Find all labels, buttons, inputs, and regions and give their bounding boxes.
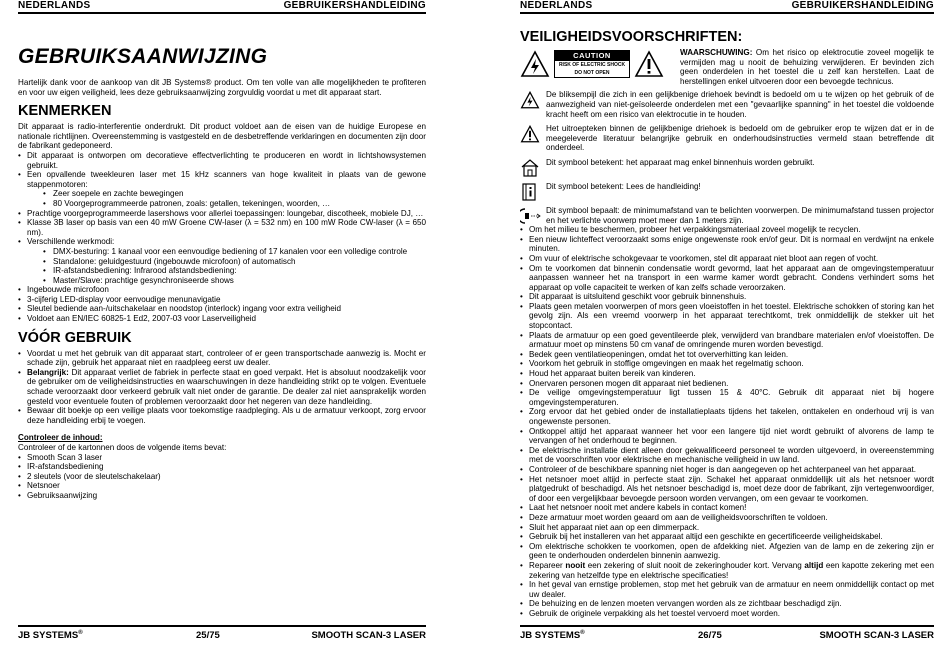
page-footer bbox=[18, 625, 426, 642]
list-item: • De elektrische installatie dient alleen door gekwalificeerd personeel te worden uitgevoerd, in overeenstemming met de voorschriften voor elektrische en mechanische veiligheid in uw land. bbox=[520, 446, 934, 465]
caution-shock-text: RISK OF ELECTRIC SHOCK bbox=[558, 62, 626, 68]
list-item: • Controleer of de beschikbare spanning niet hoger is dan aangegeven op het achterpaneel van het apparaat. bbox=[520, 465, 934, 475]
page-footer bbox=[520, 625, 934, 642]
symbol-book-row bbox=[520, 182, 934, 201]
book-symbol-text: Dit symbool betekent: Lees de handleiding! bbox=[546, 181, 701, 191]
list-item: • Houd het apparaat buiten bereik van kinderen. bbox=[520, 369, 934, 379]
warning-block bbox=[520, 48, 934, 86]
footer-brand bbox=[18, 630, 83, 641]
exclamation-symbol-text: Het uitroepteken binnen de gelijkbenige driehoek is bedoeld om de gebruiker erop te wijzen dat er in de meegeleverde literatuur belangrijke gebruik en onderhoudsinstructies vermeld staan betreffende dit onderdeel. bbox=[546, 124, 934, 153]
contents-heading: Controleer de inhoud: bbox=[18, 433, 103, 443]
list-item: • De veilige omgevingstemperatuur ligt tussen 15 & 40°C. Gebruik dit apparaat niet bij hogere omgevingstemperaturen. bbox=[520, 388, 934, 407]
footer-page-number: 25/75 bbox=[196, 630, 220, 641]
list-item: • Netsnoer bbox=[18, 481, 426, 491]
list-item: • 2 sleutels (voor de sleutelschakelaar) bbox=[18, 472, 426, 482]
right-page bbox=[520, 0, 934, 654]
list-item: • Gebruiksaanwijzing bbox=[18, 491, 426, 501]
list-item: • Zorg ervoor dat het gebied onder de installatieplaats tijdens het takelen, onttakelen en onderhoud vrij is van ongewenste personen. bbox=[520, 407, 934, 426]
before-use-list bbox=[18, 349, 426, 426]
intro-paragraph: Hartelijk dank voor de aankoop van dit JB Systems® product. Om ten volle van alle mogelijkheden te profiteren en voor uw eigen veiligheid, lees deze gebruiksaanwijzing zorgvuldig voordat u met dit apparaat start. bbox=[18, 78, 426, 97]
contents-paragraph: Controleer of de kartonnen doos de volgende items bevat: bbox=[18, 443, 227, 452]
header-manual-title: GEBRUIKERSHANDLEIDING bbox=[283, 0, 426, 11]
rule-text: Repareer bbox=[529, 560, 566, 570]
list-item: • Ingebouwde microfoon bbox=[18, 285, 426, 295]
manual-book-icon bbox=[520, 183, 540, 201]
list-item: • De behuizing en de lenzen moeten vervangen worden als ze zichtbaar beschadigd zijn. bbox=[520, 599, 934, 609]
rule-emphasis: nooit bbox=[565, 560, 586, 570]
list-item bbox=[18, 170, 426, 208]
list-item: • Deze armatuur moet worden geaard om aan de veiligheidsvoorschriften te voldoen. bbox=[520, 513, 934, 523]
list-item: • Standalone: geluidgestuurd (ingebouwde microfoon) of automatisch bbox=[27, 257, 426, 267]
warning-body: Om het risico op elektrocutie zoveel mogelijk te vermijden mag u nooit de behuizing verwijderen. Er bevinden zich geen onderdelen in het toestel die u zelf kan herstellen. Laat de herstellingen enkel uitvoeren door een bevoegde technicus. bbox=[680, 48, 934, 86]
list-item: • Dit apparaat is uitsluitend geschikt voor gebruik binnenshuis. bbox=[520, 292, 934, 302]
list-item: • Zeer soepele en zachte bewegingen bbox=[27, 189, 426, 199]
features-heading: KENMERKEN bbox=[18, 103, 112, 120]
list-item: • Om te voorkomen dat binnenin condensatie wordt gevormd, laat het apparaat aan de omgevingstemperatuur aanpassen wanneer het na transport in een warme kamer wordt gebracht. Condens verhindert soms het apparaat op volle capaciteit te werken of kan zelfs schade veroorzaken. bbox=[520, 264, 934, 293]
caution-box bbox=[554, 50, 630, 78]
list-item: • Sluit het apparaat niet aan op een dimmerpack. bbox=[520, 523, 934, 533]
list-item: • Onervaren personen mogen dit apparaat niet bedienen. bbox=[520, 379, 934, 389]
lightning-triangle-icon bbox=[520, 91, 540, 109]
footer-brand bbox=[520, 630, 585, 641]
features-paragraph: Dit apparaat is radio-interferentie onderdrukt. Dit product voldoet aan de eisen van de huidige Europese en nationale richtlijnen. Overeenstemming is vastgesteld en de desbetreffende verklaringen en documenten zijn door de fabrikant gedeponeerd. bbox=[18, 122, 426, 151]
list-item: • Gebruik de originele verpakking als het toestel vervoerd moet worden. bbox=[520, 609, 934, 619]
list-item: • Om vuur of elektrische schokgevaar te voorkomen, stel dit apparaat niet bloot aan regen of vocht. bbox=[520, 254, 934, 264]
symbol-house-row bbox=[520, 158, 934, 177]
safety-rules-list bbox=[520, 225, 934, 618]
header-language: NEDERLANDS bbox=[18, 0, 91, 11]
page-title: VEILIGHEIDSVOORSCHRIFTEN: bbox=[520, 29, 743, 45]
list-item: • 80 Voorgeprogrammeerde patronen, zoals: getallen, tekeningen, woorden, … bbox=[27, 199, 426, 209]
list-item: • Voorkom het gebruik in stoffige omgevingen en maak het regelmatig schoon. bbox=[520, 359, 934, 369]
symbol-distance-row bbox=[520, 206, 934, 225]
registered-mark: ® bbox=[580, 630, 585, 636]
list-item: • Dit apparaat is ontworpen om decoratieve effectverlichting te produceren en wordt in lichtshowsystemen gebruikt. bbox=[18, 151, 426, 170]
list-item: • In het geval van ernstige problemen, stop met het gebruik van de armatuur en neem onmiddellijk contact op met uw dealer. bbox=[520, 580, 934, 599]
list-item: • Gebruik bij het installeren van het apparaat altijd een geschikte en gecertificeerde veiligheidskabel. bbox=[520, 532, 934, 542]
list-item: • Om elektrische schokken te voorkomen, open de afdekking niet. Afgezien van de lamp en de zekering zijn er geen te onderhouden onderdelen binnenin aanwezig. bbox=[520, 542, 934, 561]
rule-emphasis: altijd bbox=[804, 560, 824, 570]
page-title: GEBRUIKSAANWIJZING bbox=[18, 45, 268, 68]
warning-label: WAARSCHUWING: bbox=[680, 48, 753, 57]
list-item: • Om het milieu te beschermen, probeer het verpakkingsmateriaal zoveel mogelijk te recyclen. bbox=[520, 225, 934, 235]
list-item: • IR-afstandsbediening: Infrarood afstandsbediening: bbox=[27, 266, 426, 276]
exclamation-triangle-icon bbox=[520, 125, 540, 143]
list-item: • Sleutel bediende aan-/uitschakelaar en noodstop (interlock) ingang voor extra veiligheid bbox=[18, 304, 426, 314]
footer-brand-text: JB SYSTEMS bbox=[520, 630, 581, 642]
indoor-house-icon bbox=[520, 159, 540, 177]
caution-label bbox=[520, 48, 680, 86]
caution-open-text: DO NOT OPEN bbox=[574, 70, 610, 76]
registered-mark: ® bbox=[78, 630, 83, 636]
house-symbol-text: Dit symbool betekent: het apparaat mag enkel binnenhuis worden gebruikt. bbox=[546, 157, 815, 167]
sub-list bbox=[27, 247, 426, 285]
list-item: • Het netsnoer moet altijd in perfecte staat zijn. Schakel het apparaat onmiddellijk uit als het netsnoer wordt platgedrukt of beschadigd. Als het netsnoer beschadigd is, moet deze door de fabrikant, zijn vertegenwoordiger, of door een vergelijkbaar bevoegde persoon worden vervangen, om een gevaar te voorkomen. bbox=[520, 475, 934, 504]
list-item: • DMX-besturing: 1 kanaal voor een eenvoudige bediening of 17 kanalen voor een volledige controle bbox=[27, 247, 426, 257]
list-item: • Laat het netsnoer nooit met andere kabels in contact komen! bbox=[520, 503, 934, 513]
header-manual-title: GEBRUIKERSHANDLEIDING bbox=[791, 0, 934, 11]
header-language: NEDERLANDS bbox=[520, 0, 593, 11]
list-item: • IR-afstandsbediening bbox=[18, 462, 426, 472]
before-use-heading: VÓÓR GEBRUIK bbox=[18, 329, 132, 346]
list-item: • Klasse 3B laser op basis van een 40 mW Groene CW-laser (λ = 532 nm) en 100 mW Rode CW-laser (λ = 650 nm). bbox=[18, 218, 426, 237]
list-item: • Plaats de armatuur op een goed geventileerde plek, verwijderd van brandbare materialen en/of vloeistoffen. De armatuur moet op minstens 50 cm vanaf de omringende muren worden bevestigd. bbox=[520, 331, 934, 350]
footer-brand-text: JB SYSTEMS bbox=[18, 630, 79, 642]
list-item: • Smooth Scan 3 laser bbox=[18, 453, 426, 463]
list-item: • Plaats geen metalen voorwerpen of mors geen vloeistoffen in het toestel. Elektrische schokken of storing kan het gevolg zijn. Als een vreemd voorwerp in het apparaat terechtkomt, trek onmiddellijk de stekker uit het stopcontact. bbox=[520, 302, 934, 331]
list-item-text: Dit apparaat verliet de fabriek in perfecte staat en goed verpakt. Het is absoluut noodzakelijk voor de gebruiker om de veiligheidsinstructies en waarschuwingen in deze handleiding strikt op te volgen. Eventuele schade veroorzaakt door verkeerd gebruik valt niet onder de garantie. De dealer zal niet aansprakelijk worden gesteld voor eventuele fouten of problemen veroorzaakt door het negeren van deze handleiding. bbox=[27, 367, 426, 406]
list-item: • Voldoet aan EN/IEC 60825-1 Ed2, 2007-03 voor Laserveiligheid bbox=[18, 314, 426, 324]
list-item: • 3-cijferig LED-display voor eenvoudige menunavigatie bbox=[18, 295, 426, 305]
page-header bbox=[520, 0, 934, 14]
list-item bbox=[18, 368, 426, 406]
footer-product: SMOOTH SCAN-3 LASER bbox=[819, 630, 934, 641]
page-body bbox=[18, 44, 426, 501]
list-item bbox=[520, 561, 934, 580]
page-header bbox=[18, 0, 426, 14]
list-item bbox=[18, 237, 426, 285]
sub-list bbox=[27, 189, 426, 208]
contents-list bbox=[18, 453, 426, 501]
list-item: • Bedek geen ventilatieopeningen, omdat het tot oververhitting kan leiden. bbox=[520, 350, 934, 360]
features-list bbox=[18, 151, 426, 324]
exclamation-warning-icon bbox=[634, 50, 664, 78]
footer-product: SMOOTH SCAN-3 LASER bbox=[311, 630, 426, 641]
lightning-symbol-text: De bliksempijl die zich in een gelijkbenige driehoek bevindt is bedoeld om u te wijzen op het gebruik of de aanwezigheid van niet-geïsoleerde onderdelen met een "gevaarlijke spanning" in het toestel die voldoende kracht heeft om een risico van elektrocutie in te houden. bbox=[546, 90, 934, 119]
left-page bbox=[18, 0, 426, 654]
distance-symbol-text: Dit symbool bepaalt: de minimumafstand van te belichten voorwerpen. De minimumafstand tussen projector en het verlichte voorwerp moet meer dan 1 meters zijn. bbox=[546, 205, 934, 225]
warning-text bbox=[680, 48, 934, 86]
footer-page-number: 26/75 bbox=[698, 630, 722, 641]
important-label: Belangrijk: bbox=[27, 367, 69, 377]
page-body bbox=[520, 29, 934, 618]
list-item: • Master/Slave: prachtige gesynchroniseerde shows bbox=[27, 276, 426, 286]
rule-text: een kapotte zekering met een zekering van hetzelfde type en elektrische specificaties! bbox=[529, 560, 935, 580]
minimum-distance-icon bbox=[520, 207, 542, 225]
lightning-warning-icon bbox=[520, 50, 550, 78]
list-item-text: Verschillende werkmodi: bbox=[27, 237, 115, 247]
list-item: • Voordat u met het gebruik van dit apparaat start, controleer of er geen transportschade aanwezig is. Mocht er schade zijn, gebruik het apparaat niet en raadpleeg eerst uw dealer. bbox=[18, 349, 426, 368]
list-item: • Bewaar dit boekje op een veilige plaats voor toekomstige raadpleging. Als u de armatuur verkoopt, zorg ervoor deze handleiding erbij te voegen. bbox=[18, 406, 426, 425]
rule-text: een zekering of sluit nooit de zekeringhouder kort. Vervang bbox=[585, 560, 805, 570]
symbol-lightning-row bbox=[520, 90, 934, 119]
list-item: • Ontkoppel altijd het apparaat wanneer het voor een langere tijd niet wordt gebruikt of alvorens de lamp te vervangen of het onderhoud te beginnen. bbox=[520, 427, 934, 446]
symbol-exclamation-row bbox=[520, 124, 934, 153]
list-item: • Een nieuw lichteffect veroorzaakt soms enige ongewenste rook en/of geur. Dit is normaal en verdwijnt na enkele minuten. bbox=[520, 235, 934, 254]
list-item-text: Een opvallende tweekleuren laser met 15 kHz scanners van hoge kwaliteit in plaats van de gewone stappenmotoren: bbox=[27, 170, 426, 189]
caution-title: CAUTION bbox=[555, 51, 629, 61]
list-item: • Prachtige voorgeprogrammeerde lasershows voor allerlei toepassingen: loungebar, discotheek, mobiele DJ, … bbox=[18, 209, 426, 219]
